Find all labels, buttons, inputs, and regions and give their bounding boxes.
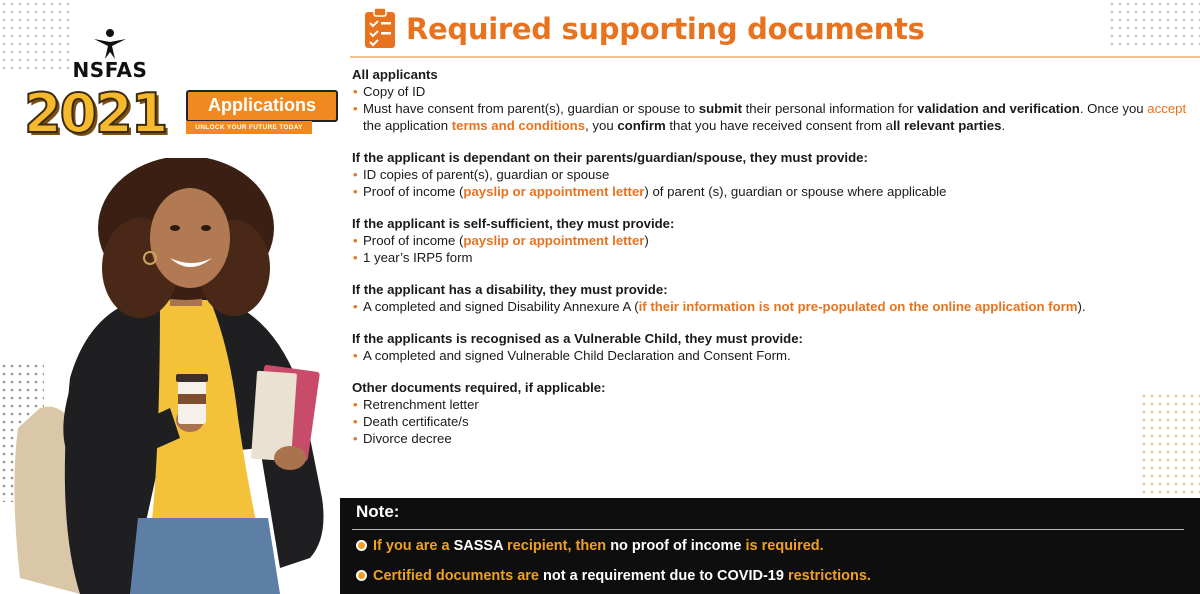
note-title: Note:	[356, 502, 400, 521]
section-heading: Other documents required, if applicable:	[352, 380, 606, 395]
note-item-certified: Certified documents are not a requirement due to COVID-19 restrictions.	[356, 568, 871, 584]
year-label: 2021	[24, 82, 167, 145]
nsfas-logo	[60, 28, 160, 82]
list-item: • Proof of income (payslip or appointment letter) of parent (s), guardian or spouse where applicable	[352, 183, 1192, 200]
clipboard-checklist-icon	[362, 6, 398, 50]
section-vulnerable-child	[352, 330, 1192, 364]
page-header	[350, 0, 1200, 58]
tagline: UNLOCK YOUR FUTURE TODAY	[186, 121, 312, 134]
section-heading: If the applicant has a disability, they must provide:	[352, 282, 668, 297]
list-item: • Divorce decree	[352, 430, 1192, 447]
bullet-icon	[356, 540, 367, 551]
list-item: • Proof of income (payslip or appointment letter)	[352, 232, 1192, 249]
section-heading: If the applicant is dependant on their parents/guardian/spouse, they must provide:	[352, 150, 868, 165]
note-item-sassa: If you are a SASSA recipient, then no proof of income is required.	[356, 538, 824, 554]
applications-badge: Applications	[186, 90, 338, 122]
page-title: Required supporting documents	[406, 12, 925, 46]
list-item: • A completed and signed Vulnerable Child Declaration and Consent Form.	[352, 347, 1192, 364]
bullet-icon	[356, 570, 367, 581]
list-item: • ID copies of parent(s), guardian or spouse	[352, 166, 1192, 183]
section-heading: If the applicants is recognised as a Vulnerable Child, they must provide:	[352, 331, 803, 346]
header-divider	[350, 56, 1200, 58]
section-heading: All applicants	[352, 67, 438, 82]
list-item: • Copy of ID	[352, 83, 1192, 100]
list-item: • 1 year’s IRP5 form	[352, 249, 1192, 266]
section-self-sufficient	[352, 215, 1192, 266]
section-disability	[352, 281, 1192, 315]
section-dependant	[352, 149, 1192, 200]
person-figure-icon	[90, 28, 130, 60]
list-item: • Death certificate/s	[352, 413, 1192, 430]
note-divider	[352, 529, 1184, 530]
section-other-documents	[352, 379, 1192, 447]
section-all-applicants	[352, 66, 1192, 134]
document-content	[352, 66, 1192, 462]
student-illustration	[10, 158, 340, 594]
list-item: • A completed and signed Disability Annexure A (if their information is not pre-populated on the online application form).	[352, 298, 1192, 315]
list-item-consent: • Must have consent from parent(s), guardian or spouse to submit their personal information for validation and verification. Once you accept the application terms and conditions, you confirm that you have received consent from all relevant parties.	[352, 100, 1192, 134]
note-panel	[340, 498, 1200, 594]
list-item: • Retrenchment letter	[352, 396, 1192, 413]
logo-text: NSFAS	[72, 58, 148, 82]
section-heading: If the applicant is self-sufficient, they must provide:	[352, 216, 675, 231]
